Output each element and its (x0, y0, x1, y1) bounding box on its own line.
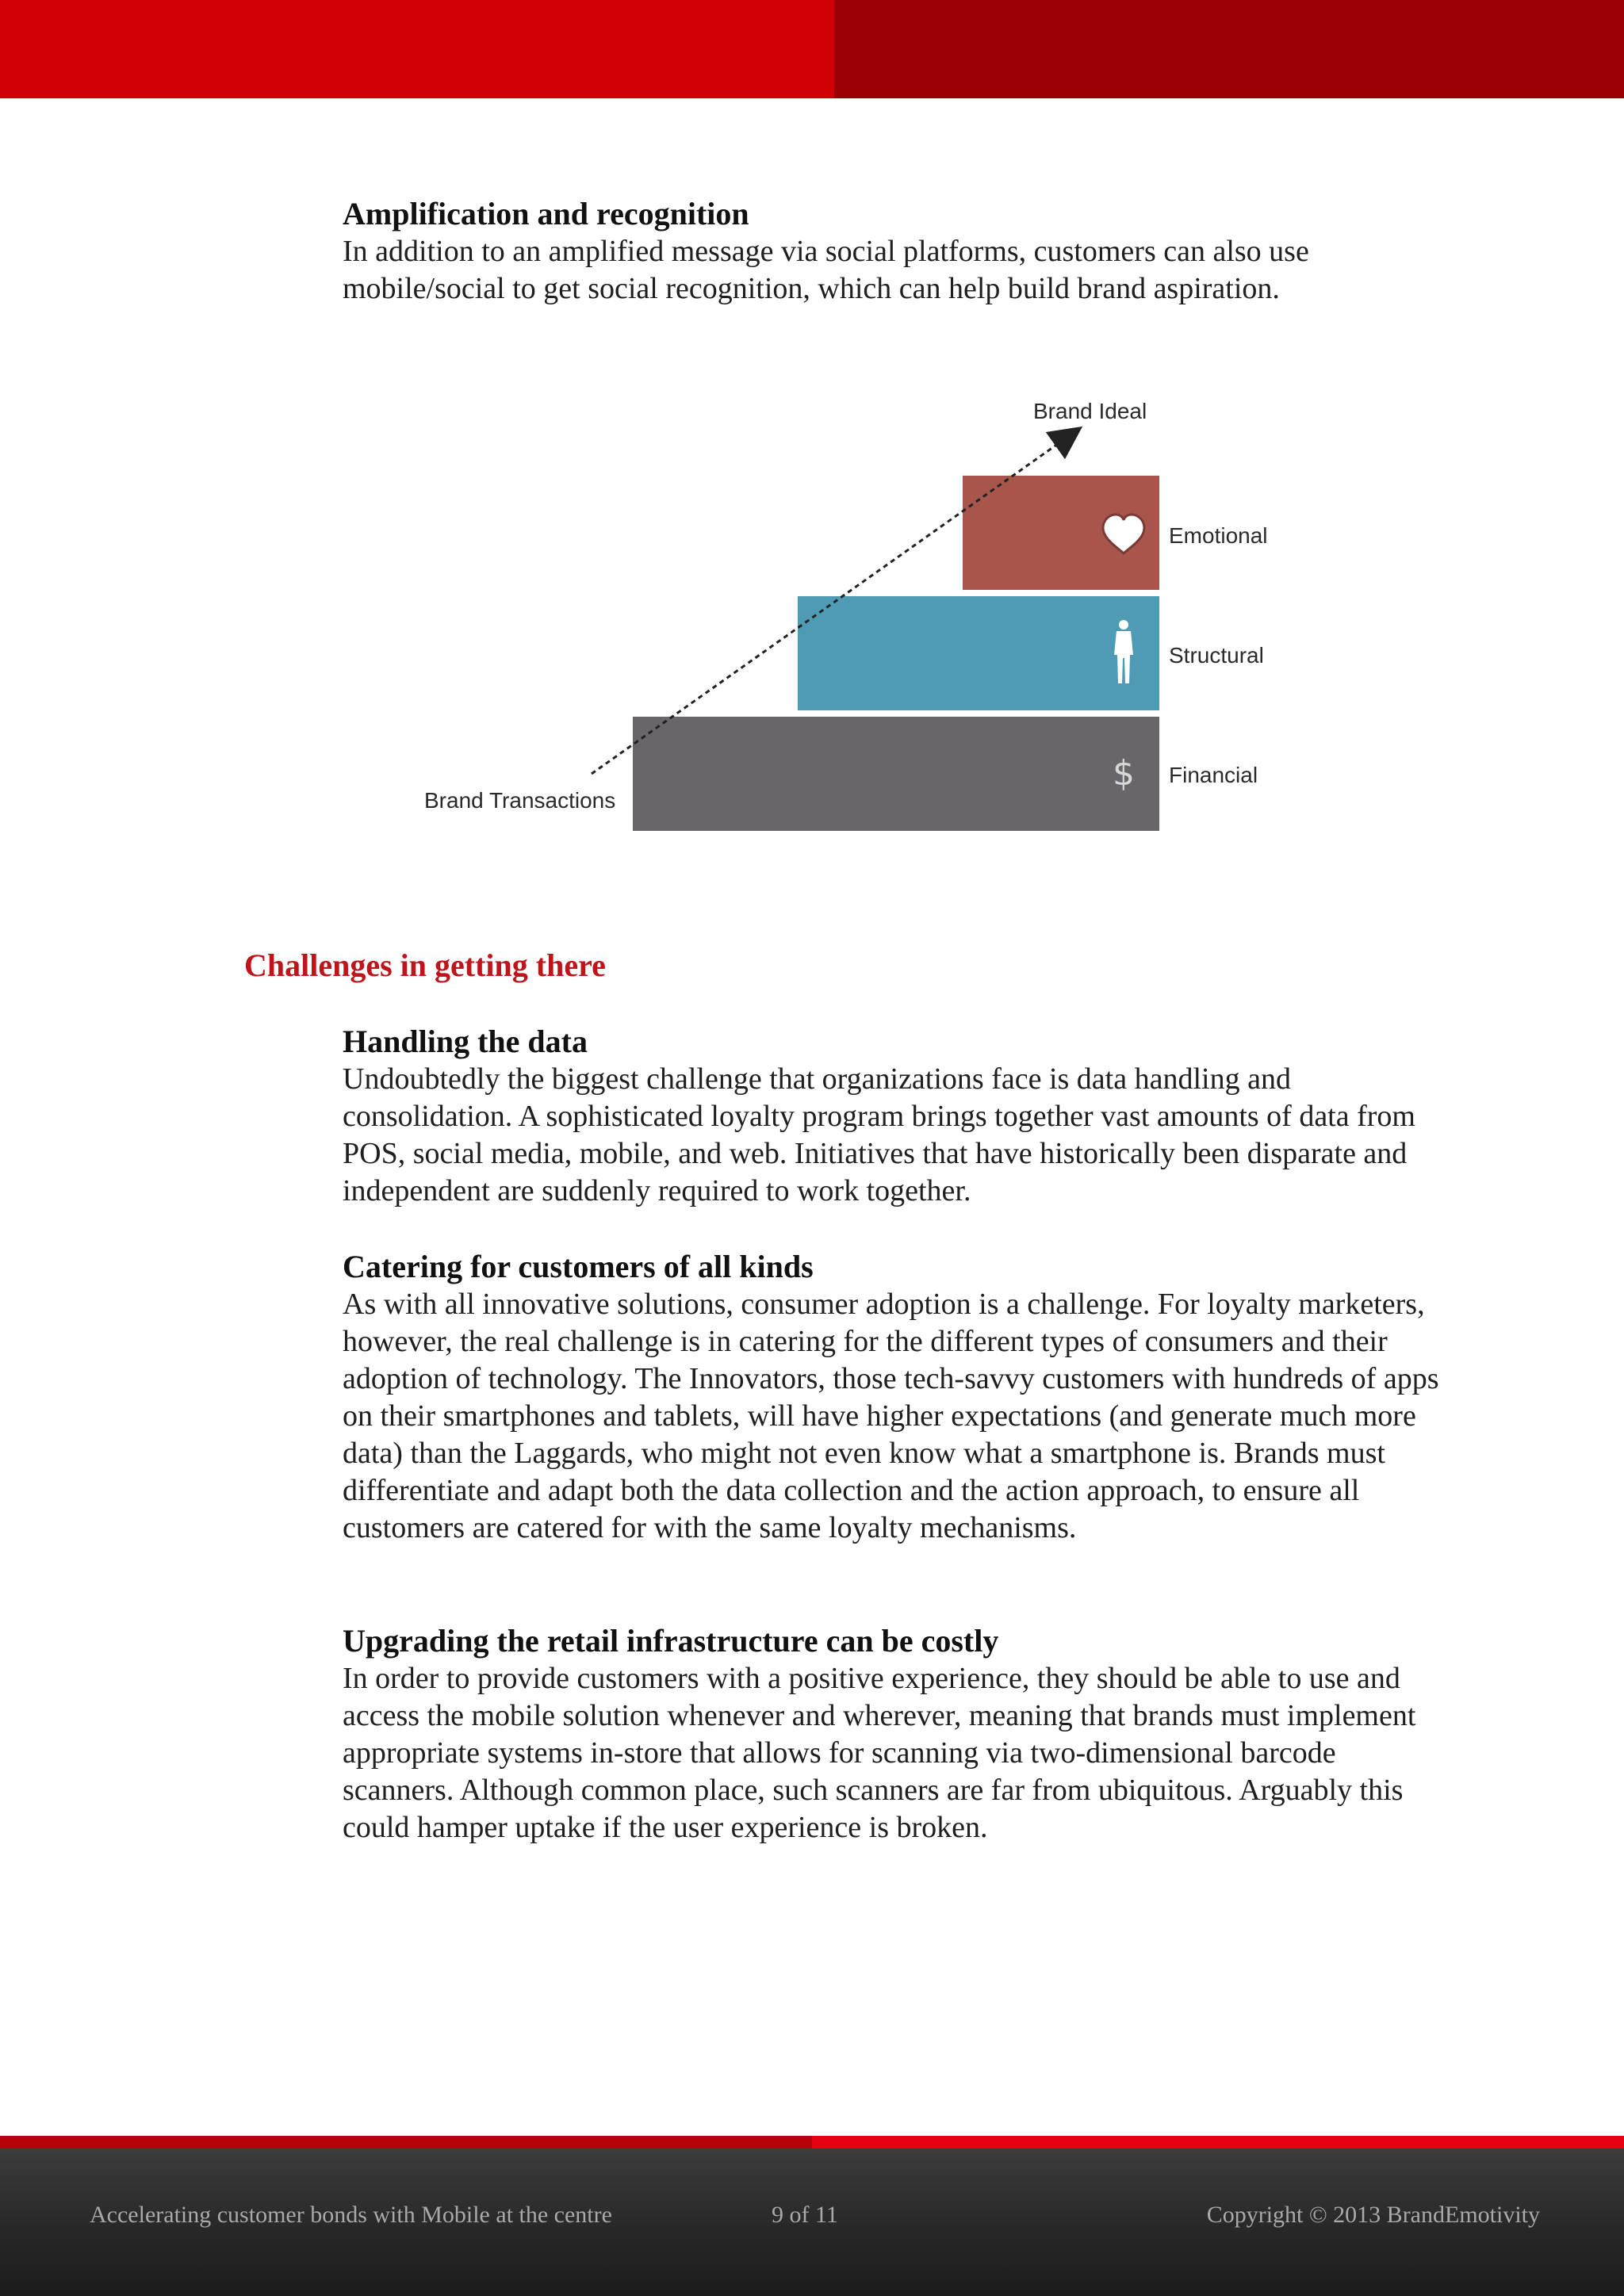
header-band-left (0, 0, 834, 98)
dollar-icon: $ (1113, 753, 1135, 794)
brand-ladder-diagram (396, 381, 1348, 856)
section-title: Catering for customers of all kinds (343, 1249, 814, 1284)
section-body: As with all innovative solutions, consumer adoption is a challenge. For loyalty marketers, however, the real challenge is in catering for the different types of consumers and their adoption of technology. The Innovators, those tech-savvy customers with hundreds of apps on their smartphones and tablets, will have higher expectations (and generate much more data) than the Laggards, who might not even know what a smartphone is. Brands must differentiate and adapt both the data collection and the action approach, to ensure all customers are catered for with the same loyalty mechanisms. (343, 1288, 1439, 1544)
footer-stripe-right (812, 2136, 1624, 2149)
section-amplification (343, 195, 1453, 308)
tier-emotional-label: Emotional (1169, 523, 1268, 548)
footer-page-number: 9 of 11 (772, 2202, 838, 2228)
section-title: Handling the data (343, 1024, 588, 1059)
section-body: Undoubtedly the biggest challenge that organizations face is data handling and consolidation. A sophisticated loyalty program brings together vast amounts of data from POS, social media, mobile, and web. Initiatives that have historically been disparate and independent are suddenly required to work together. (343, 1062, 1415, 1207)
header-band (0, 0, 1624, 98)
section-body: In order to provide customers with a positive experience, they should be able to use and access the mobile solution whenever and wherever, meaning that brands must implement appropriate systems in-store that allows for scanning via two-dimensional barcode scanners. Although common place, such scanners are far from ubiquitous. Arguably this could hamper uptake if the user experience is broken. (343, 1662, 1416, 1844)
section-title: Upgrading the retail infrastructure can be costly (343, 1623, 999, 1659)
footer-copyright: Copyright © 2013 BrandEmotivity (1206, 2202, 1540, 2228)
section-handling-data (343, 1023, 1453, 1210)
challenges-heading: Challenges in getting there (244, 947, 606, 983)
tier-structural-label: Structural (1169, 643, 1264, 668)
brand-ideal-label: Brand Ideal (1033, 399, 1147, 423)
section-upgrading (343, 1622, 1453, 1846)
header-band-right (834, 0, 1624, 98)
footer-body (0, 2149, 1624, 2296)
footer-stripe-left (0, 2136, 812, 2149)
page-footer (0, 2136, 1624, 2296)
footer-document-title: Accelerating customer bonds with Mobile at the centre (90, 2202, 612, 2228)
section-title: Amplification and recognition (343, 196, 749, 232)
brand-transactions-label: Brand Transactions (424, 788, 616, 813)
tier-financial-label: Financial (1169, 763, 1258, 787)
tier-structural-bar (798, 596, 1159, 710)
section-body: In addition to an amplified message via social platforms, customers can also use mobile/social to get social recognition, which can help build brand aspiration. (343, 235, 1309, 305)
section-catering (343, 1248, 1453, 1547)
tier-financial-bar (633, 717, 1159, 831)
